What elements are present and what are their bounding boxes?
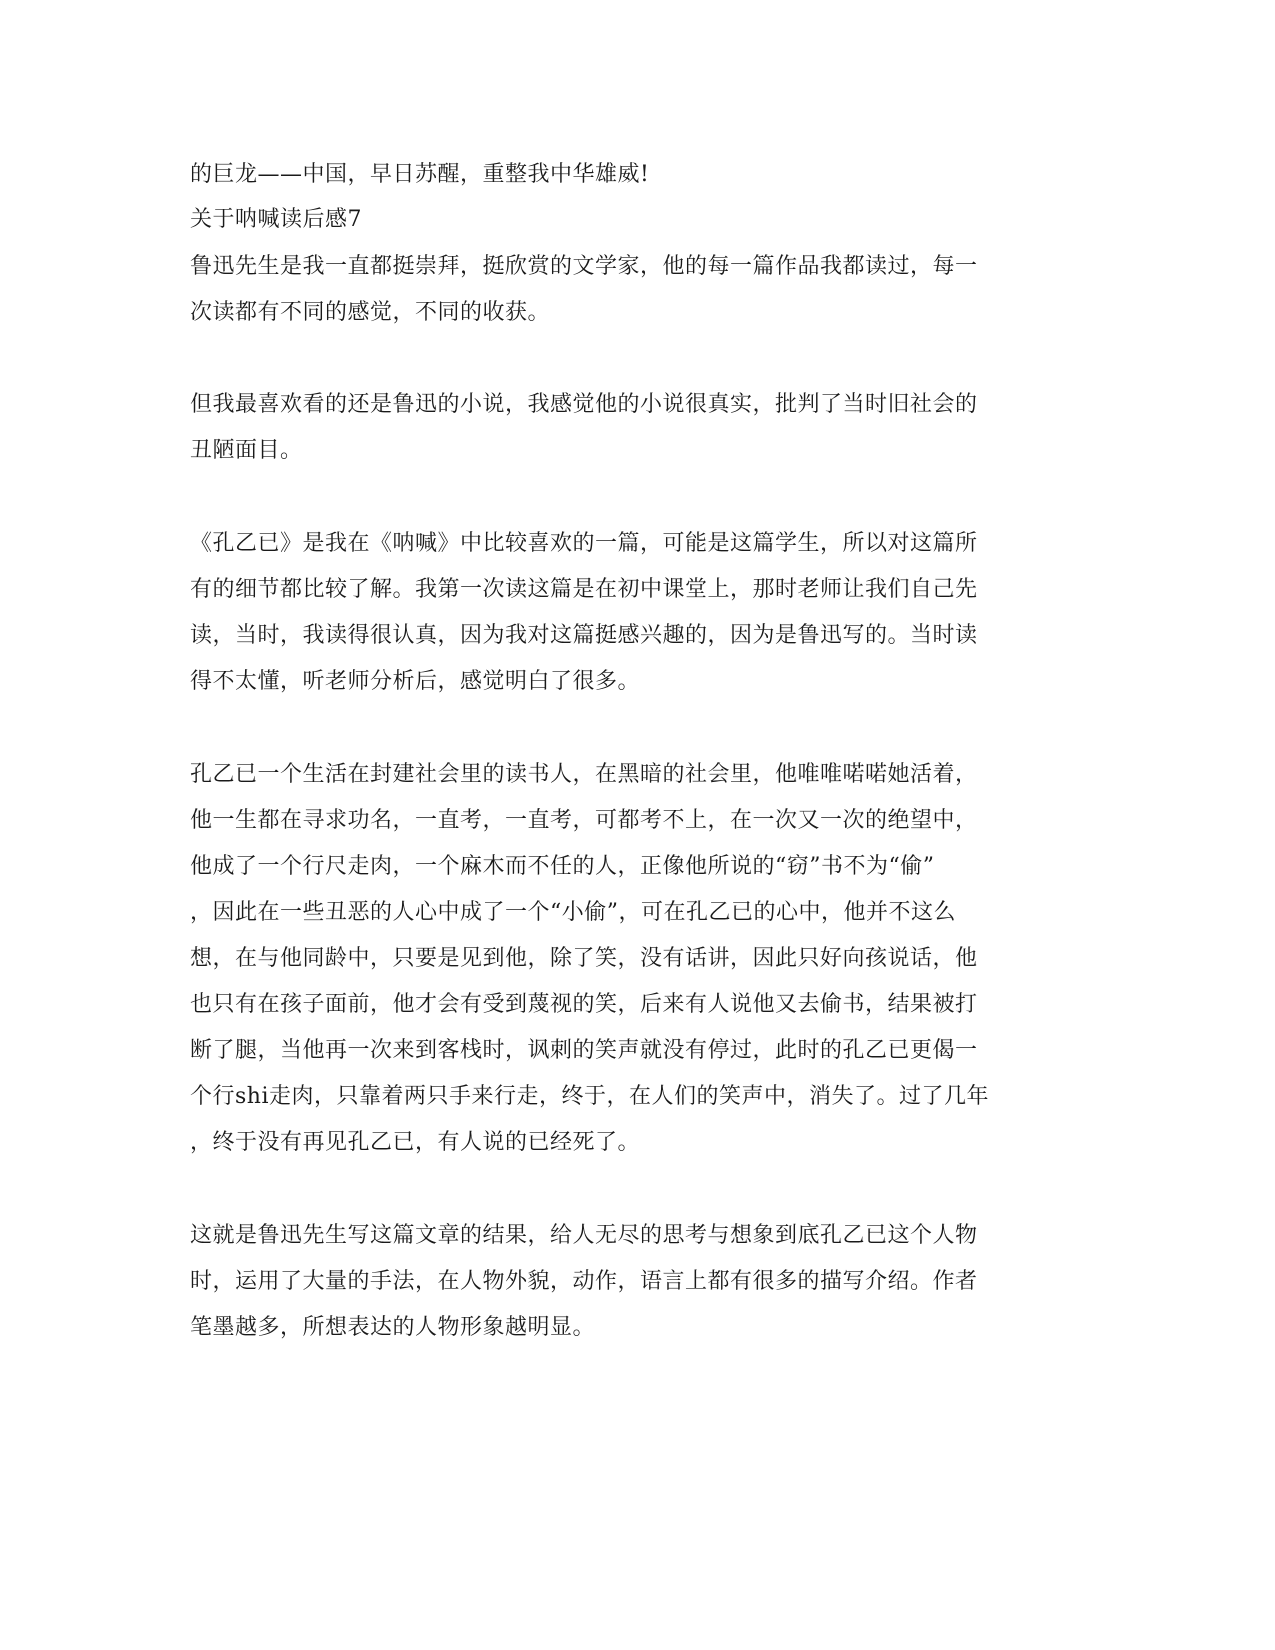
text-line: 的巨龙——中国，早日苏醒，重整我中华雄威! xyxy=(190,162,650,187)
text-line: 笔墨越多，所想表达的人物形象越明显。 xyxy=(190,1315,596,1340)
text-line: 鲁迅先生是我一直都挺崇拜，挺欣赏的文学家，他的每一篇作品我都读过，每一 xyxy=(190,254,978,279)
text-line: 想，在与他同龄中，只要是见到他，除了笑，没有话讲，因此只好向孩说话，他 xyxy=(190,946,978,971)
section-heading: 关于呐喊读后感7 xyxy=(190,207,362,232)
text-line: 次读都有不同的感觉，不同的收获。 xyxy=(190,300,551,325)
text-line: 有的细节都比较了解。我第一次读这篇是在初中课堂上，那时老师让我们自己先 xyxy=(190,577,978,602)
text-line: 个行shi走肉，只靠着两只手来行走，终于，在人们的笑声中，消失了。过了几年 xyxy=(190,1084,989,1109)
text-line: 孔乙已一个生活在封建社会里的读书人，在黑暗的社会里，他唯唯喏喏她活着， xyxy=(190,762,978,787)
text-line: 他一生都在寻求功名，一直考，一直考，可都考不上，在一次又一次的绝望中， xyxy=(190,808,978,833)
text-line: 这就是鲁迅先生写这篇文章的结果，给人无尽的思考与想象到底孔乙已这个人物 xyxy=(190,1223,978,1248)
text-line: 断了腿，当他再一次来到客栈时，讽刺的笑声就没有停过，此时的孔乙已更偈一 xyxy=(190,1038,978,1063)
text-line: ，因此在一些丑恶的人心中成了一个“小偷”，可在孔乙已的心中，他并不这么 xyxy=(190,900,956,925)
text-line: 得不太懂，听老师分析后，感觉明白了很多。 xyxy=(190,669,641,694)
text-line: 《孔乙已》是我在《呐喊》中比较喜欢的一篇，可能是这篇学生，所以对这篇所 xyxy=(190,531,978,556)
text-line: 读，当时，我读得很认真，因为我对这篇挺感兴趣的，因为是鲁迅写的。当时读 xyxy=(190,623,978,648)
text-line: 丑陋面目。 xyxy=(190,438,303,463)
text-line: 也只有在孩子面前，他才会有受到蔑视的笑，后来有人说他又去偷书，结果被打 xyxy=(190,992,978,1017)
text-line: 时，运用了大量的手法，在人物外貌，动作，语言上都有很多的描写介绍。作者 xyxy=(190,1269,978,1294)
text-line: 他成了一个行尺走肉，一个麻木而不任的人，正像他所说的“窃”书不为“偷” xyxy=(190,854,935,879)
text-line: ，终于没有再见孔乙已，有人说的已经死了。 xyxy=(190,1130,641,1155)
text-line: 但我最喜欢看的还是鲁迅的小说，我感觉他的小说很真实，批判了当时旧社会的 xyxy=(190,392,978,417)
